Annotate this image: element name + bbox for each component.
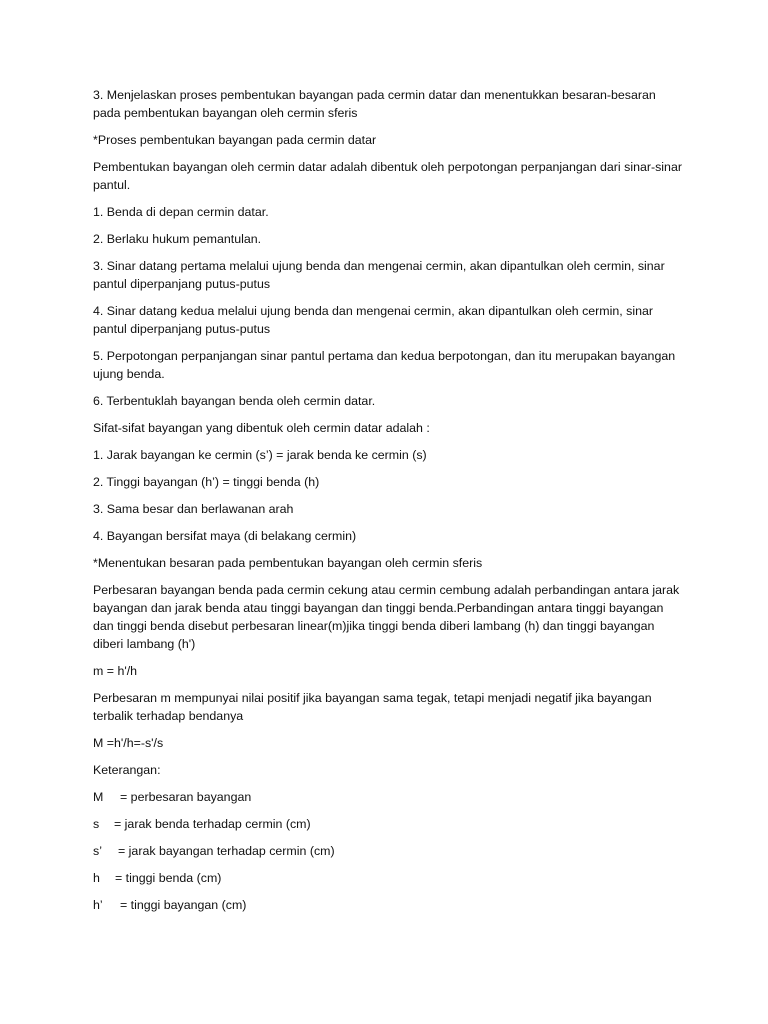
definition-desc: = perbesaran bayangan xyxy=(120,790,252,804)
document-page xyxy=(93,86,683,923)
definition-term: h xyxy=(93,871,100,885)
list-item: 6. Terbentuklah bayangan benda oleh cermin datar. xyxy=(93,394,376,408)
list-item: 2. Tinggi bayangan (h’) = tinggi benda (h) xyxy=(93,475,320,489)
subheading-spherical-mirror: *Menentukan besaran pada pembentukan bayangan oleh cermin sferis xyxy=(93,556,483,570)
definition-desc: = tinggi benda (cm) xyxy=(115,871,222,885)
definition-desc: = jarak benda terhadap cermin (cm) xyxy=(114,817,311,831)
formula: M =h'/h=-s'/s xyxy=(93,736,164,750)
list-item: 5. Perpotongan perpanjangan sinar pantul pertama dan kedua berpotongan, dan itu merupakan bayangan ujung benda. xyxy=(93,349,676,381)
paragraph: Pembentukan bayangan oleh cermin datar adalah dibentuk oleh perpotongan perpanjangan dari sinar-sinar pantul. xyxy=(93,160,682,192)
definition-term: s xyxy=(93,817,100,831)
definition-term: M xyxy=(93,790,104,804)
definition-term: h’ xyxy=(93,898,103,912)
list-item: 3. Sama besar dan berlawanan arah xyxy=(93,502,294,516)
section-heading: 3. Menjelaskan proses pembentukan bayangan pada cermin datar dan menentukkan besaran-besaran pada pembentukan bayangan oleh cermin sferis xyxy=(93,88,656,120)
definition-desc: = tinggi bayangan (cm) xyxy=(120,898,247,912)
definition-row xyxy=(93,869,683,887)
list-item: 1. Benda di depan cermin datar. xyxy=(93,205,269,219)
paragraph: Perbesaran m mempunyai nilai positif jika bayangan sama tegak, tetapi menjadi negatif jika bayangan terbalik terhadap bendanya xyxy=(93,691,652,723)
list-item: 3. Sinar datang pertama melalui ujung benda dan mengenai cermin, akan dipantulkan oleh cermin, sinar pantul diperpanjang putus-putus xyxy=(93,259,665,291)
paragraph: Sifat-sifat bayangan yang dibentuk oleh cermin datar adalah : xyxy=(93,421,430,435)
subheading-flat-mirror: *Proses pembentukan bayangan pada cermin datar xyxy=(93,133,377,147)
definition-row xyxy=(93,842,683,860)
list-item: 1. Jarak bayangan ke cermin (s’) = jarak benda ke cermin (s) xyxy=(93,448,427,462)
definition-row xyxy=(93,788,683,806)
definition-term: s’ xyxy=(93,844,102,858)
legend-heading: Keterangan: xyxy=(93,763,161,777)
definition-row xyxy=(93,815,683,833)
formula: m = h'/h xyxy=(93,664,138,678)
list-item: 4. Sinar datang kedua melalui ujung benda dan mengenai cermin, akan dipantulkan oleh cermin, sinar pantul diperpanjang putus-putus xyxy=(93,304,654,336)
definition-row xyxy=(93,896,683,914)
list-item: 2. Berlaku hukum pemantulan. xyxy=(93,232,262,246)
paragraph: Perbesaran bayangan benda pada cermin cekung atau cermin cembung adalah perbandingan antara jarak bayangan dan jarak benda atau tinggi bayangan dan tinggi benda.Perbandingan antara tinggi bayangan dan tinggi benda disebut perbesaran linear(m)jika tinggi benda diberi lambang (h) dan tinggi bayangan diberi lambang (h') xyxy=(93,583,680,651)
definition-desc: = jarak bayangan terhadap cermin (cm) xyxy=(118,844,335,858)
list-item: 4. Bayangan bersifat maya (di belakang cermin) xyxy=(93,529,357,543)
